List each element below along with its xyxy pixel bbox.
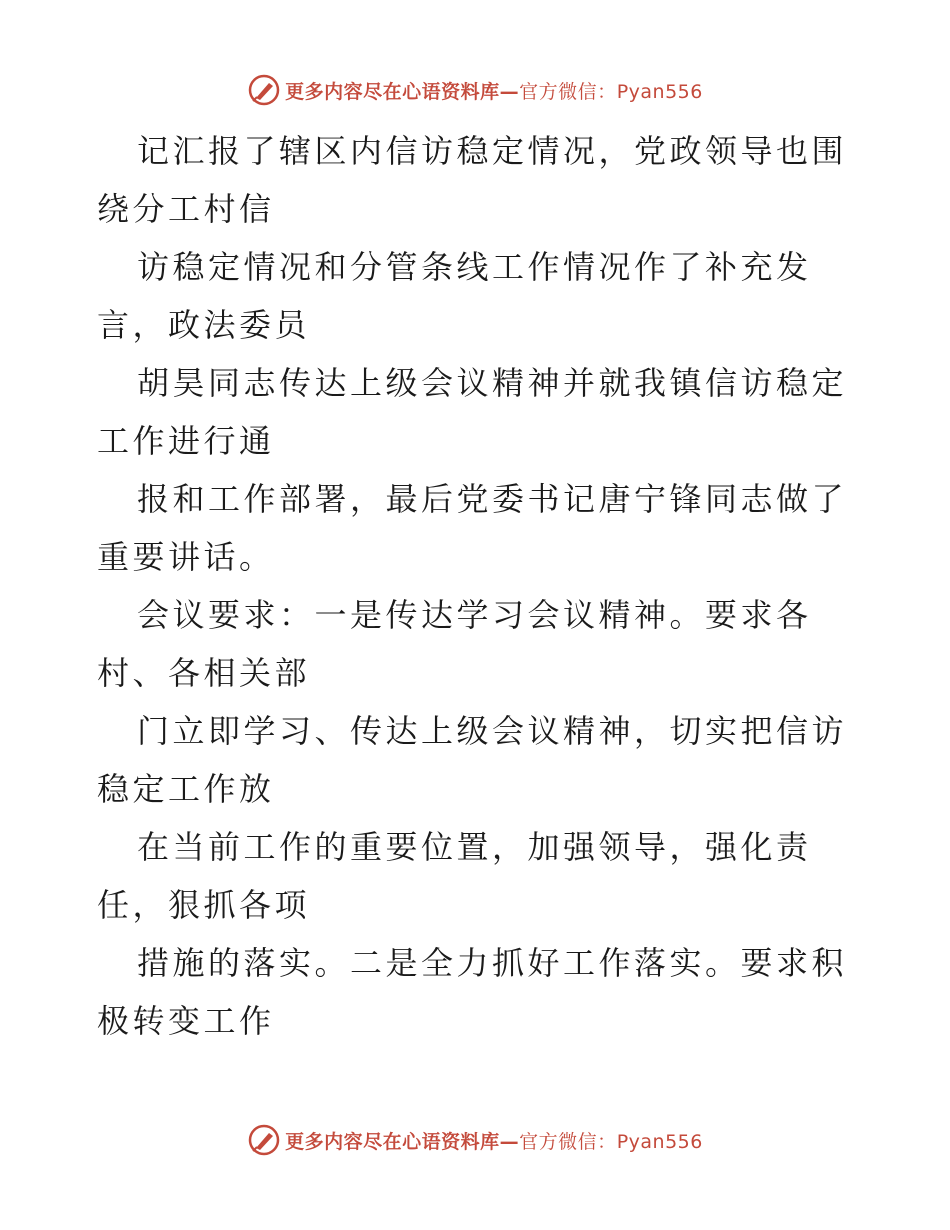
banner-text — [285, 1127, 703, 1154]
paragraph: 记汇报了辖区内信访稳定情况，党政领导也围绕分工村信 — [97, 132, 848, 228]
paragraph: 访稳定情况和分管条线工作情况作了补充发言，政法委员 — [97, 248, 812, 344]
banner-text — [285, 77, 703, 104]
banner-wechat-id: Pyan556 — [616, 1130, 703, 1153]
paragraph: 措施的落实。二是全力抓好工作落实。要求积极转变工作 — [97, 944, 848, 1040]
pen-logo-icon — [247, 1123, 281, 1157]
paragraph: 报和工作部署，最后党委书记唐宁锋同志做了重要讲话。 — [97, 480, 848, 576]
header-banner — [0, 70, 950, 110]
banner-wechat-id: Pyan556 — [616, 80, 703, 103]
banner-site-text: 更多内容尽在心语资料库 — [285, 1130, 500, 1153]
banner-site-text: 更多内容尽在心语资料库 — [285, 80, 500, 103]
paragraph: 会议要求：一是传达学习会议精神。要求各村、各相关部 — [97, 596, 812, 692]
banner-dash: — — [499, 80, 520, 103]
banner-wechat-label: 官方微信： — [519, 80, 617, 103]
banner-dash: — — [499, 1130, 520, 1153]
paragraph: 胡昊同志传达上级会议精神并就我镇信访稳定工作进行通 — [97, 364, 848, 460]
banner-wechat-label: 官方微信： — [519, 1130, 617, 1153]
paragraph: 门立即学习、传达上级会议精神，切实把信访稳定工作放 — [97, 712, 848, 808]
document-body — [97, 122, 857, 1050]
footer-banner — [0, 1120, 950, 1160]
pen-logo-icon — [247, 73, 281, 107]
paragraph: 在当前工作的重要位置，加强领导，强化责任，狠抓各项 — [97, 828, 812, 924]
